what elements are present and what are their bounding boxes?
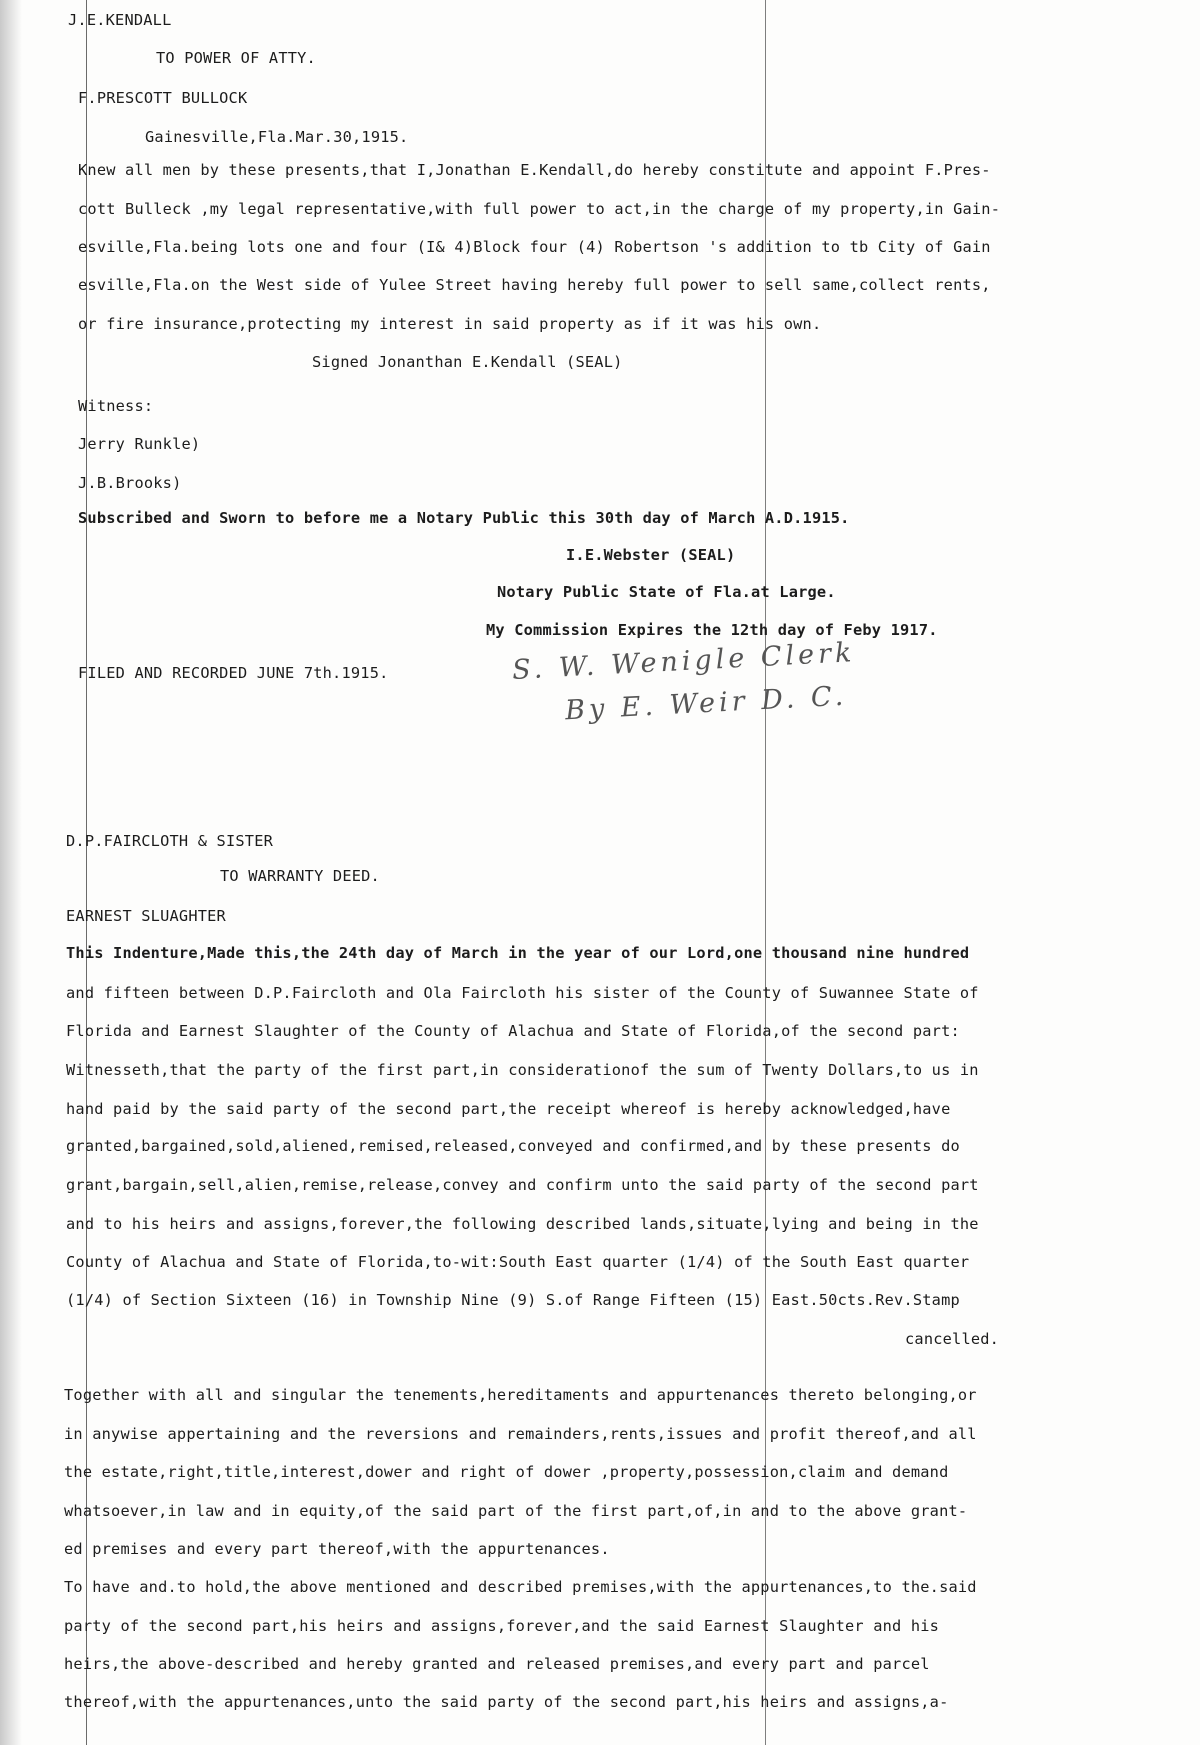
record1-body-line: Knew all men by these presents,that I,Jonathan E.Kendall,do hereby constitute and appoint F.Pres- <box>78 161 991 179</box>
clerk-signature: S. W. Wenigle Clerk <box>511 637 857 686</box>
record2-body2-line: heirs,the above-described and hereby granted and released premises,and every part and parcel <box>64 1655 930 1673</box>
record1-notary-title: Notary Public State of Fla.at Large. <box>497 583 836 601</box>
record2-body-line: and to his heirs and assigns,forever,the following described lands,situate,lying and being in the <box>66 1215 979 1233</box>
scan-edge-shadow <box>0 0 22 1745</box>
record2-body2-line: whatsoever,in law and in equity,of the said part of the first part,of,in and to the above grant- <box>64 1502 968 1520</box>
fold-rule-line <box>765 0 766 1745</box>
record2-cancelled: cancelled. <box>905 1330 1000 1348</box>
deputy-clerk-signature: By E. Weir D. C. <box>564 680 848 727</box>
record2-body-line: and fifteen between D.P.Faircloth and Ola Faircloth his sister of the County of Suwannee State of <box>66 984 979 1002</box>
margin-rule-line <box>86 0 87 1745</box>
record1-grantee: F.PRESCOTT BULLOCK <box>78 89 248 107</box>
record2-body-line: (1/4) of Section Sixteen (16) in Township Nine (9) S.of Range Fifteen (15) East.50cts.Rev.Stamp <box>66 1291 960 1309</box>
record2-body-line: grant,bargain,sell,alien,remise,release,convey and confirm unto the said party of the second part <box>66 1176 979 1194</box>
record2-body2-line: Together with all and singular the tenements,hereditaments and appurtenances thereto belonging,or <box>64 1386 977 1404</box>
record2-body-line: granted,bargained,sold,aliened,remised,released,conveyed and confirmed,and by these presents do <box>66 1137 960 1155</box>
record2-body2-line: To have and.to hold,the above mentioned and described premises,with the appurtenances,to the.said <box>64 1578 977 1596</box>
record1-witness: Jerry Runkle) <box>78 435 201 453</box>
record1-filed: FILED AND RECORDED JUNE 7th.1915. <box>78 664 389 682</box>
record2-body2-line: party of the second part,his heirs and assigns,forever,and the said Earnest Slaughter and his <box>64 1617 940 1635</box>
record2-body-line: This Indenture,Made this,the 24th day of March in the year of our Lord,one thousand nine hundred <box>66 944 970 962</box>
record1-notary-name: I.E.Webster (SEAL) <box>566 546 736 564</box>
record1-signed: Signed Jonanthan E.Kendall (SEAL) <box>312 353 623 371</box>
record2-grantor: D.P.FAIRCLOTH & SISTER <box>66 832 274 850</box>
record2-body2-line: ed premises and every part thereof,with the appurtenances. <box>64 1540 610 1558</box>
record2-body-line: hand paid by the said party of the second part,the receipt whereof is hereby acknowledged,have <box>66 1100 951 1118</box>
record1-instrument: TO POWER OF ATTY. <box>156 49 316 67</box>
record2-body2-line: the estate,right,title,interest,dower and right of dower ,property,possession,claim and demand <box>64 1463 949 1481</box>
record2-body2-line: thereof,with the appurtenances,unto the said party of the second part,his heirs and assigns,a- <box>64 1693 949 1711</box>
record1-place-date: Gainesville,Fla.Mar.30,1915. <box>145 128 409 146</box>
record2-body-line: Florida and Earnest Slaughter of the County of Alachua and State of Florida,of the second part: <box>66 1022 960 1040</box>
record1-body-line: esville,Fla.on the West side of Yulee Street having hereby full power to sell same,collect rents, <box>78 276 991 294</box>
record1-body-line: esville,Fla.being lots one and four (I& 4)Block four (4) Robertson 's addition to tb City of Gain <box>78 238 991 256</box>
record2-body-line: County of Alachua and State of Florida,to-wit:South East quarter (1/4) of the South East quarter <box>66 1253 970 1271</box>
record1-commission: My Commission Expires the 12th day of Feby 1917. <box>486 621 938 639</box>
record2-body2-line: in anywise appertaining and the reversions and remainders,rents,issues and profit thereof,and all <box>64 1425 977 1443</box>
record2-grantee: EARNEST SLUAGHTER <box>66 907 226 925</box>
record1-grantor: J.E.KENDALL <box>68 11 172 29</box>
record1-notary-line: Subscribed and Sworn to before me a Notary Public this 30th day of March A.D.1915. <box>78 509 850 527</box>
record1-witness: J.B.Brooks) <box>78 474 182 492</box>
record1-body-line: cott Bulleck ,my legal representative,with full power to act,in the charge of my property,in Gain- <box>78 200 1001 218</box>
record2-instrument: TO WARRANTY DEED. <box>220 867 380 885</box>
record2-body-line: Witnesseth,that the party of the first part,in considerationof the sum of Twenty Dollars,to us in <box>66 1061 979 1079</box>
record1-witness-label: Witness: <box>78 397 154 415</box>
record1-body-line: or fire insurance,protecting my interest in said property as if it was his own. <box>78 315 822 333</box>
